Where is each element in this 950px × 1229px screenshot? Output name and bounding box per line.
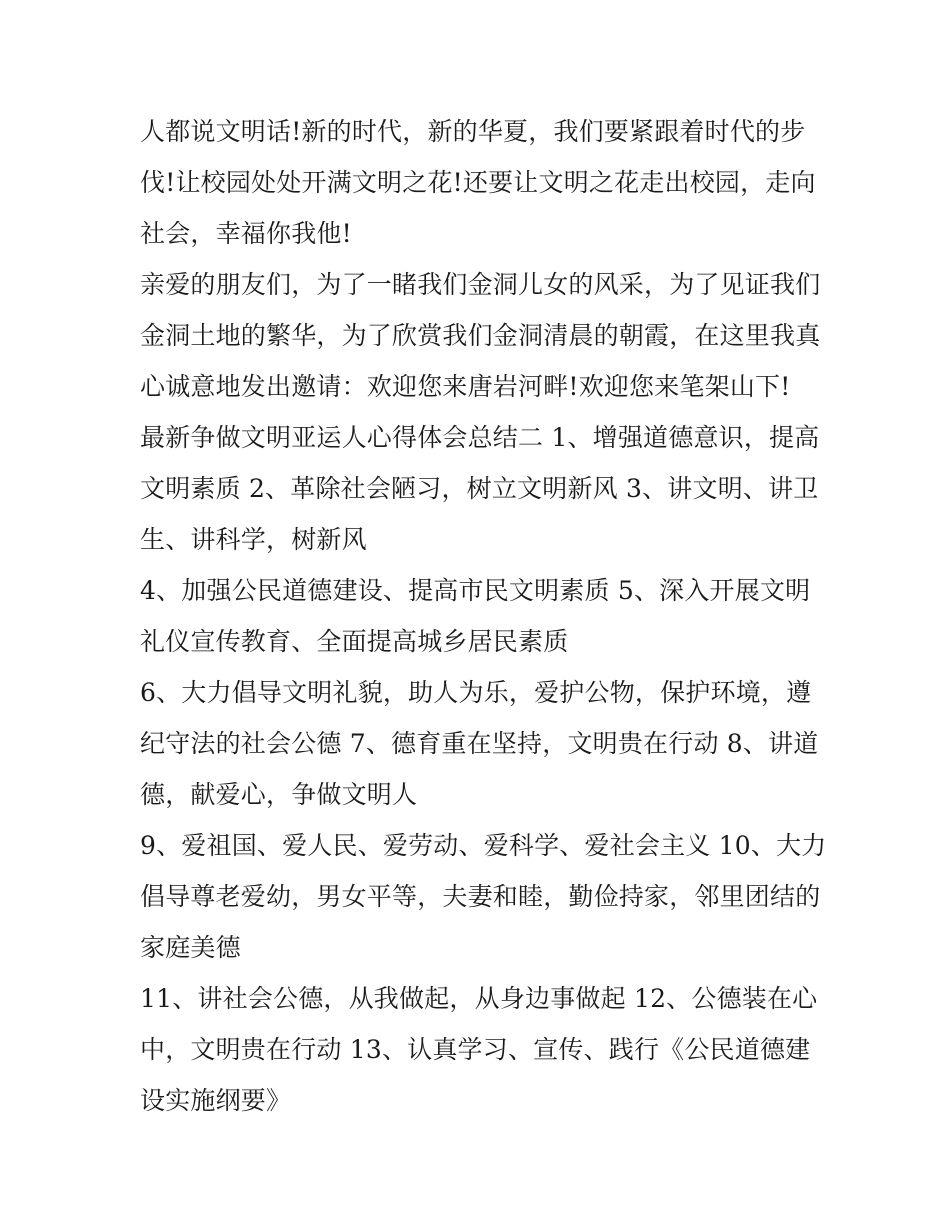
- text-line: 亲爱的朋友们，为了一睹我们金洞儿女的风采，为了见证我们: [140, 270, 821, 299]
- text-line: 11、讲社会公德，从我做起，从身边事做起 12、公德装在心: [140, 984, 818, 1013]
- text-line: 家庭美德: [140, 933, 241, 962]
- text-line: 社会，幸福你我他!: [140, 219, 352, 248]
- text-line: 德，献爱心，争做文明人: [140, 780, 418, 809]
- text-line: 心诚意地发出邀请：欢迎您来唐岩河畔!欢迎您来笔架山下!: [140, 372, 791, 401]
- text-line: 倡导尊老爱幼，男女平等，夫妻和睦，勤俭持家，邻里团结的: [140, 882, 821, 911]
- text-line: 纪守法的社会公德 7、德育重在坚持，文明贵在行动 8、讲道: [140, 729, 819, 758]
- text-line: 中，文明贵在行动 13、认真学习、宣传、践行《公民道德建: [140, 1035, 811, 1064]
- text-line: 9、爱祖国、爱人民、爱劳动、爱科学、爱社会主义 10、大力: [140, 831, 827, 860]
- text-line: 金洞土地的繁华，为了欣赏我们金洞清晨的朝霞，在这里我真: [140, 321, 821, 350]
- text-line: 最新争做文明亚运人心得体会总结二 1、增强道德意识，提高: [140, 423, 820, 452]
- text-line: 人都说文明话!新的时代，新的华夏，我们要紧跟着时代的步: [140, 117, 806, 146]
- text-line: 6、大力倡导文明礼貌，助人为乐，爱护公物，保护环境，遵: [140, 678, 812, 707]
- text-line: 生、讲科学，树新风: [140, 525, 367, 554]
- text-line: 礼仪宣传教育、全面提高城乡居民素质: [140, 627, 569, 656]
- text-line: 设实施纲要》: [140, 1086, 292, 1115]
- text-line: 4、加强公民道德建设、提高市民文明素质 5、深入开展文明: [140, 576, 811, 605]
- body-text: [140, 106, 827, 1126]
- text-line: 文明素质 2、革除社会陋习，树立文明新风 3、讲文明、讲卫: [140, 474, 819, 503]
- text-line: 伐!让校园处处开满文明之花!还要让文明之花走出校园，走向: [140, 168, 816, 197]
